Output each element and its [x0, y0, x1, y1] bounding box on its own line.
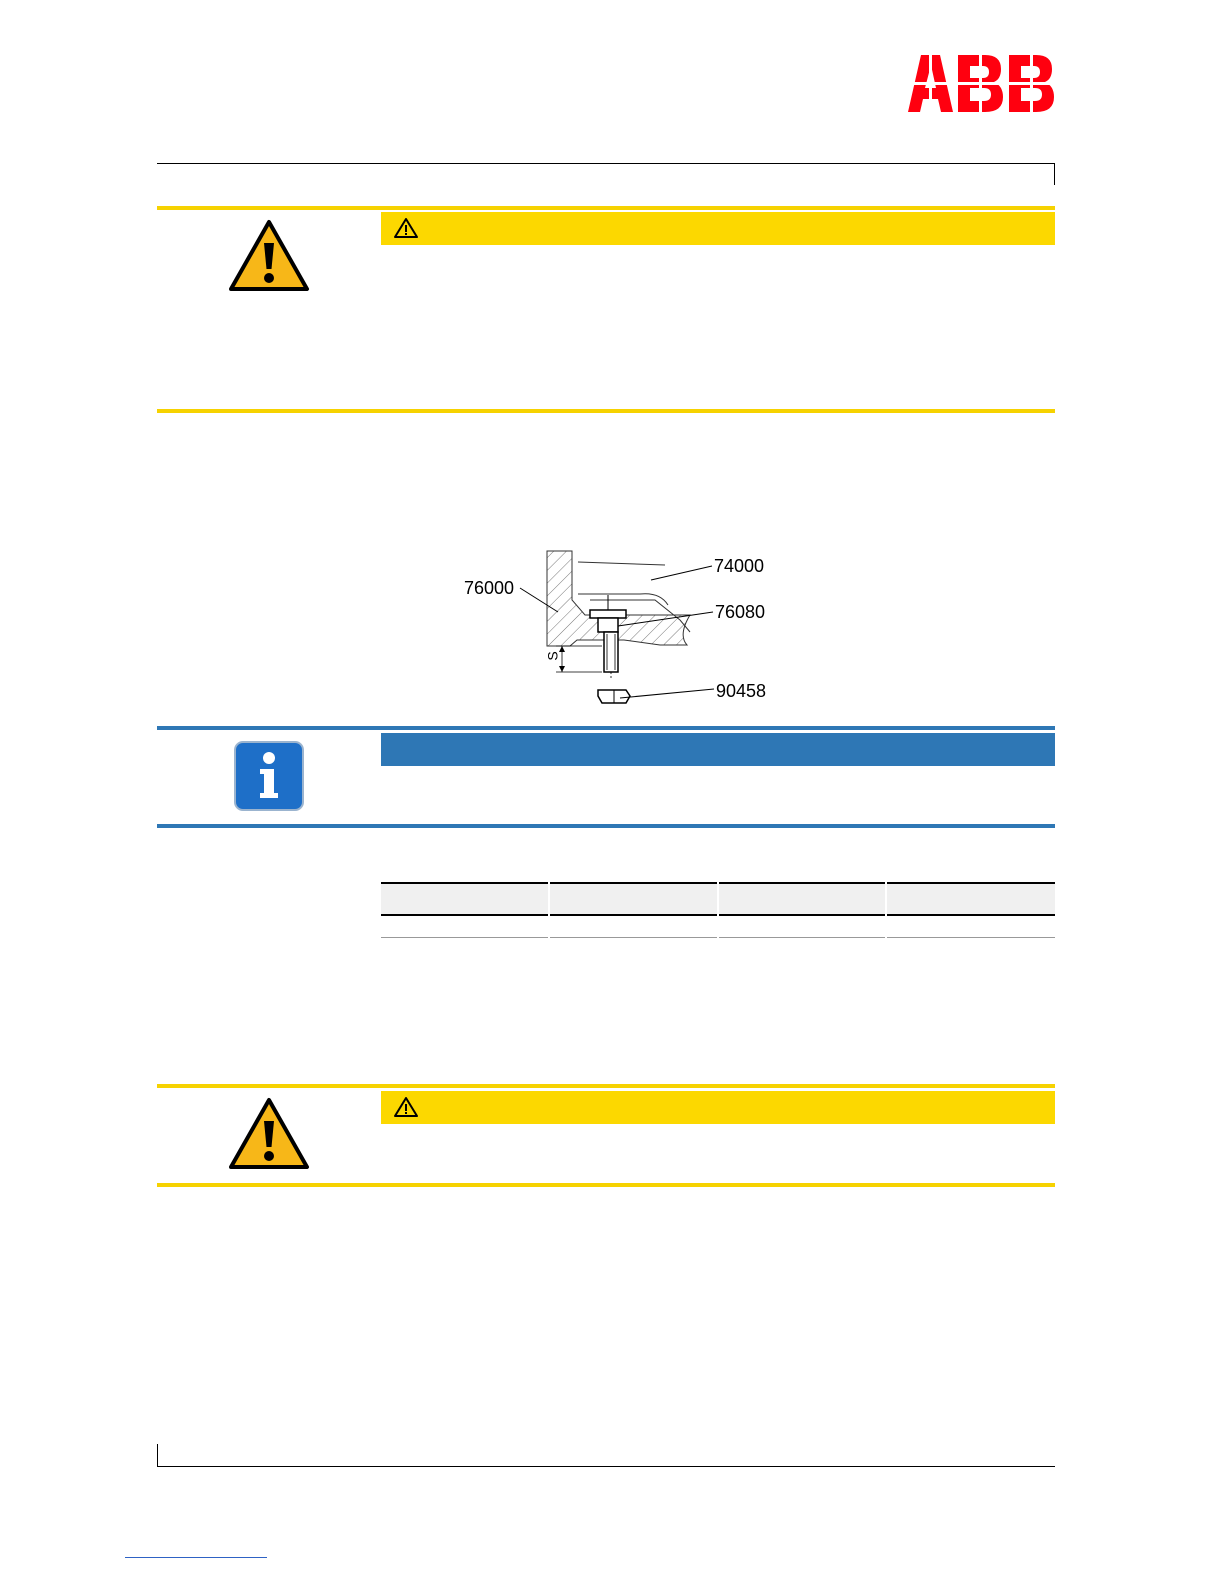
callout-74000: 74000 — [714, 556, 765, 576]
info-block-bottom-line — [157, 824, 1055, 828]
callout-76000: 76000 — [464, 578, 515, 598]
warning-triangle-icon — [228, 219, 310, 292]
info-block-top-line — [157, 726, 1055, 730]
callout-90458: 90458 — [716, 681, 767, 701]
warning-header-bar — [381, 212, 1055, 245]
info-icon — [233, 740, 305, 812]
warning-small-icon — [393, 217, 419, 239]
footer-link-underline[interactable] — [125, 1557, 267, 1558]
warning-block-top-line — [157, 206, 1055, 210]
info-header-bar — [381, 733, 1055, 766]
abb-logo — [905, 55, 1057, 113]
callout-76080: 76080 — [715, 602, 766, 622]
table-row — [381, 916, 1055, 938]
footer-rule — [157, 1466, 1055, 1467]
table-column-divider — [717, 936, 719, 939]
warning-block-top-line — [157, 1084, 1055, 1088]
table-column-divider — [717, 882, 719, 916]
table-column-divider — [885, 936, 887, 939]
table-column-divider — [885, 882, 887, 916]
warning-block-bottom-line — [157, 409, 1055, 413]
warning-small-icon — [393, 1096, 419, 1118]
footer-rule-tick — [157, 1444, 158, 1467]
data-table — [381, 882, 1055, 939]
header-rule-tick — [1054, 163, 1055, 185]
header-rule — [157, 163, 1055, 164]
warning-triangle-icon — [228, 1097, 310, 1170]
table-column-divider — [548, 882, 550, 916]
warning-block-bottom-line — [157, 1183, 1055, 1187]
warning-header-bar — [381, 1091, 1055, 1124]
dimension-label-s: S — [544, 651, 561, 661]
table-column-divider — [548, 936, 550, 939]
